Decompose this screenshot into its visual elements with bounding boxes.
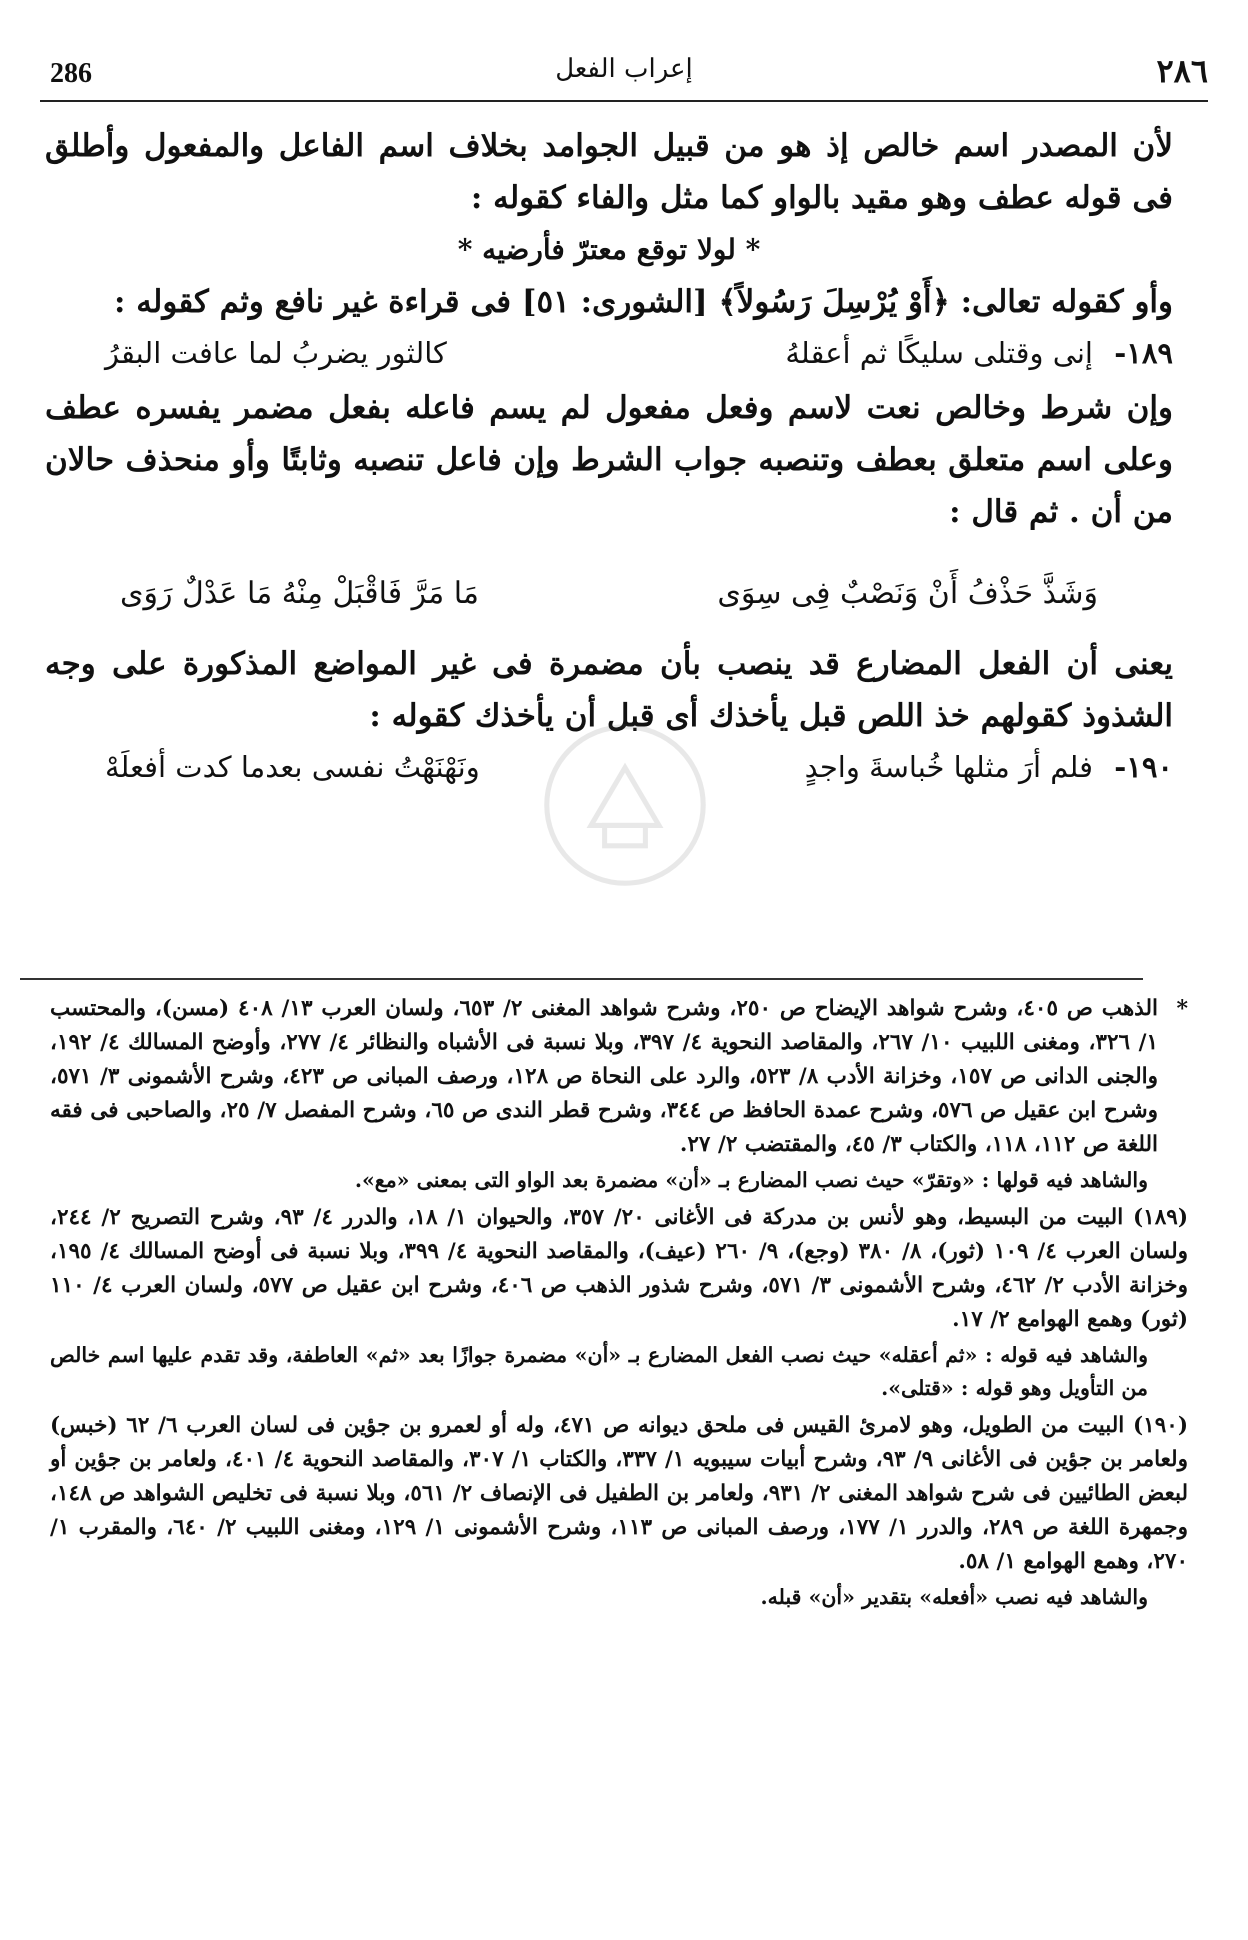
paragraph-1: لأن المصدر اسم خالص إذ هو من قبيل الجوامد بخلاف اسم الفاعل والمفعول وأطلق فى قوله عطف وهو مقيد بالواو كما مثل والفاء كقوله : <box>45 128 1173 216</box>
alfiya-second-hemistich: مَا مَرَّ فَاقْبَلْ مِنْهُ مَا عَدْلٌ رَوَى <box>120 576 479 611</box>
paragraph-3: وإن شرط وخالص نعت لاسم وفعل مفعول لم يسم فاعله بفعل مضمر يفسره عطف وعلى اسم متعلق بعطف وتنصبه جواب الشرط وإن فاعل تنصبه وثابتًا وأو منحذف حالان من أن . ثم قال : <box>45 390 1173 530</box>
footnotes <box>50 992 1188 1618</box>
library-stamp-watermark <box>540 720 710 890</box>
verse-number: ١٩٠- <box>1114 750 1173 784</box>
alfiya-verse <box>45 558 1173 638</box>
footnote-witness: والشاهد فيه قولها : «وتقرّ» حيث نصب المضارع بـ «أن» مضمرة بعد الواو التى بمعنى «مع». <box>354 1168 1148 1192</box>
main-text <box>45 120 1173 796</box>
footnote-text: الذهب ص ٤٠٥، وشرح شواهد الإيضاح ص ٢٥٠، وشرح شواهد المغنى ٢/ ٦٥٣، ولسان العرب ١٣/ ٤٠٨ (مسن)، والمحتسب ١/ ٣٢٦، ومغنى اللبيب ١٠/ ٢٦٧، والمقاصد النحوية ٤/ ٣٩٧، وبلا نسبة فى الأشباه والنظائر ٤/ ٢٧٧، وأوضح المسالك ٤/ ١٩٢، والجنى الدانى ص ١٥٧، وخزانة الأدب ٨/ ٥٢٣، والرد على النحاة ص ١٢٨، ورصف المبانى ص ٤٢٣، وشرح الأشمونى ٣/ ٥٧١، وشرح ابن عقيل ص ٥٧٦، وشرح عمدة الحافظ ص ٣٤٤، وشرح قطر الندى ص ٦٥، وشرح المفصل ٧/ ٢٥، والصاحبى فى فقه اللغة ص ١١٢، ١١٨، والكتاب ٣/ ٤٥، والمقتضب ٢/ ٢٧. <box>50 996 1158 1157</box>
verse-189 <box>45 328 1173 382</box>
footnote-189: (١٨٩) البيت من البسيط، وهو لأنس بن مدركة فى الأغانى ٢٠/ ٣٥٧، والحيوان ١/ ١٨، والدرر ٤/ ٩٣، وشرح التصريح ٢/ ٢٤٤، ولسان العرب ٤/ ١٠٩ (ثور)، ٨/ ٣٨٠ (وجع)، ٩/ ٢٦٠ (عيف)، والمقاصد النحوية ٤/ ٣٩٩، وبلا نسبة فى أوضح المسالك ٤/ ١٩٥، وخزانة الأدب ٢/ ٤٦٢، وشرح الأشمونى ٣/ ٥٧١، وشرح شذور الذهب ص ٤٠٦، وشرح ابن عقيل ص ٥٧٧، ولسان العرب ٤/ ١١٠ (ثور) وهمع الهوامع ٢/ ١٧. <box>50 1205 1189 1332</box>
running-title: إعراب الفعل <box>555 54 693 84</box>
paragraph-2: وأو كقوله تعالى: ﴿أَوْ يُرْسِلَ رَسُولاً﴾ [الشورى: ٥١] فى قراءة غير نافع وثم كقوله : <box>114 284 1173 320</box>
footnote-189-witness: والشاهد فيه قوله : «ثم أعقله» حيث نصب الفعل المضارع بـ «أن» مضمرة جوازًا بعد «ثم» العاطفة، وقد تقدم عليها اسم خالص من التأويل وهو قوله : «قتلى». <box>50 1343 1148 1400</box>
asterisk-mark: * <box>1176 996 1188 1022</box>
footnote-star <box>50 992 1188 1162</box>
page-header <box>40 50 1208 98</box>
page-number-arabic: ٢٨٦ <box>1156 52 1208 90</box>
header-rule <box>40 100 1208 102</box>
verse-number: ١٨٩- <box>1114 336 1173 370</box>
verse-first-hemistich: إنى وقتلى سليكًا ثم أعقلهُ <box>785 336 1093 370</box>
footnote-190-witness: والشاهد فيه نصب «أفعله» بتقدير «أن» قبله. <box>760 1585 1148 1609</box>
footnote-190: (١٩٠) البيت من الطويل، وهو لامرئ القيس فى ملحق ديوانه ص ٤٧١، وله أو لعمرو بن جؤين فى لسان العرب ٦/ ٦٢ (خبس) ولعامر بن جؤين فى الأغانى ٩/ ٩٣، وشرح أبيات سيبويه ١/ ٣٣٧، والكتاب ١/ ٣٠٧، والمقاصد النحوية ٤/ ٤٠١، ولعامر بن جؤين أو لبعض الطائيين فى شرح شواهد المغنى ٢/ ٩٣١، ولعامر بن الطفيل فى الإنصاف ٢/ ٥٦١، وبلا نسبة فى تخليص الشواهد ص ١٤٨، وجمهرة اللغة ص ٢٨٩، والدرر ١/ ١٧٧، ورصف المبانى ص ١١٣، وشرح الأشمونى ١/ ١٢٩، ومغنى اللبيب ٢/ ٦٤٠، والمقرب ١/ ٢٧٠، وهمع الهوامع ١/ ٥٨. <box>50 1413 1188 1574</box>
verse-second-hemistich: ونَهْنَهْتُ نفسى بعدما كدت أفعلَهْ <box>105 750 480 784</box>
paragraph-4: يعنى أن الفعل المضارع قد ينصب بأن مضمرة فى غير المواضع المذكورة على وجه الشذوذ كقولهم خذ اللص قبل يأخذك أى قبل أن يأخذك كقوله : <box>45 646 1173 734</box>
verse-fragment: * لولا توقع معترّ فأرضيه * <box>457 233 761 266</box>
verse-second-hemistich: كالثور يضربُ لما عافت البقرُ <box>105 336 447 370</box>
verse-first-hemistich: فلم أرَ مثلها خُباسةَ واجدٍ <box>804 750 1093 784</box>
page-number-latin: 286 <box>50 58 92 89</box>
footnote-rule <box>20 978 1143 980</box>
alfiya-first-hemistich: وَشَذَّ حَذْفُ أَنْ وَنَصْبٌ فِى سِوَى <box>717 576 1098 611</box>
